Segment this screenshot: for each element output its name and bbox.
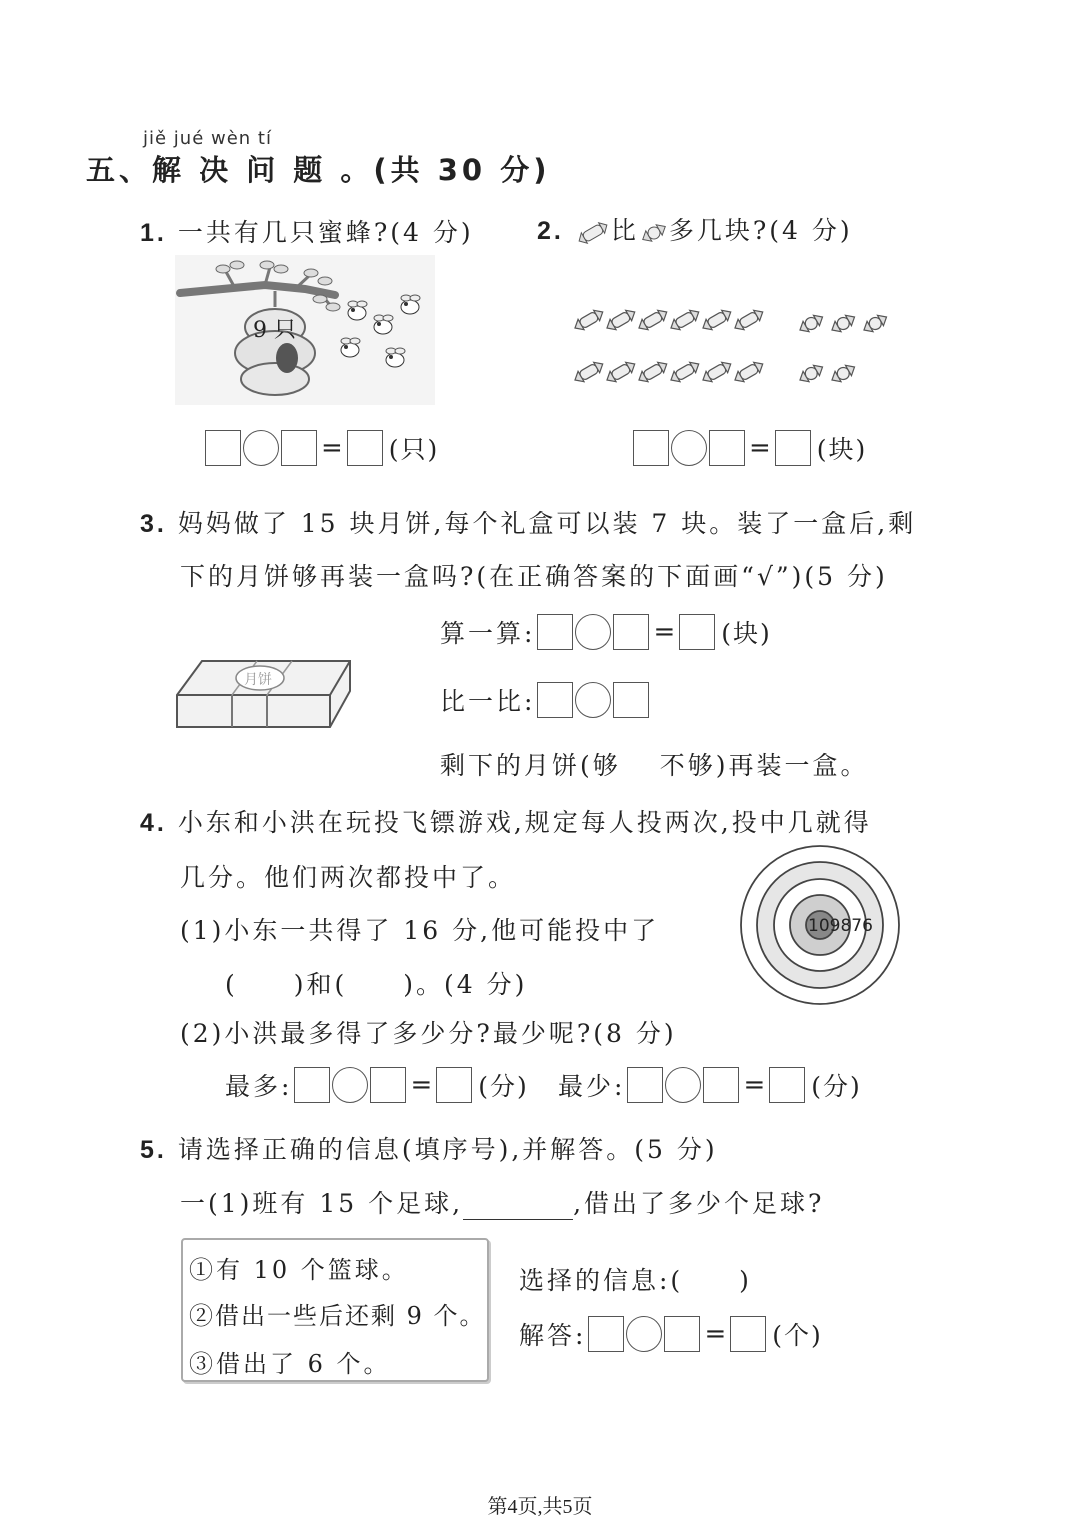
compare-circle[interactable]: [575, 682, 611, 718]
answer-box[interactable]: [537, 682, 573, 718]
question-text: 请选择正确的信息(填序号),并解答。(5 分): [177, 1135, 718, 1164]
question-2: [537, 211, 853, 247]
operator-circle[interactable]: [332, 1067, 368, 1103]
q2-equation: [633, 430, 867, 466]
equals-sign: =: [743, 1070, 766, 1100]
problem-text-start: 一(1)班有 15 个足球,: [180, 1189, 464, 1218]
question-number: 1.: [140, 219, 167, 247]
target-numbers: 109876: [808, 916, 873, 936]
section-pinyin: jiě jué wèn tí: [143, 128, 272, 149]
fill-blank[interactable]: [463, 1195, 573, 1220]
question-4-line-2: 几分。他们两次都投中了。: [180, 863, 517, 892]
answer-box[interactable]: [347, 430, 383, 466]
mooncake-box-illustration: [172, 655, 357, 733]
equals-sign: =: [749, 433, 771, 463]
dartboard-illustration: [740, 845, 900, 1005]
candy-illustration: [570, 300, 910, 400]
answer-box[interactable]: [664, 1316, 700, 1352]
question-4-sub-2: (2)小洪最多得了多少分?最少呢?(8 分): [180, 1019, 677, 1048]
operator-circle[interactable]: [665, 1067, 701, 1103]
q1-equation: [205, 430, 439, 466]
q3-calc-row: [440, 614, 772, 650]
answer-box[interactable]: [775, 430, 811, 466]
page-footer: 第4页,共5页: [487, 1496, 593, 1518]
question-4-sub-1-blanks[interactable]: ( )和( )。(4 分): [225, 970, 528, 999]
q3-answer-line[interactable]: 剩下的月饼(够 不够)再装一盒。: [440, 751, 869, 780]
answer-box[interactable]: [294, 1067, 330, 1103]
equals-sign: =: [653, 617, 676, 647]
q5-problem: [180, 1184, 824, 1220]
question-5: [140, 1130, 718, 1166]
short-candies: [797, 312, 890, 385]
unit-label: (块): [721, 619, 772, 648]
answer-box[interactable]: [588, 1316, 624, 1352]
operator-circle[interactable]: [575, 614, 611, 650]
long-candies: [572, 307, 766, 385]
answer-box[interactable]: [709, 430, 745, 466]
operator-circle[interactable]: [243, 430, 279, 466]
equals-sign: =: [321, 433, 343, 463]
question-3-line-1: [140, 504, 916, 540]
unit-label: (只): [388, 435, 440, 464]
question-text: 多几块?(4 分): [668, 216, 853, 245]
question-number: 4.: [140, 809, 167, 837]
question-number: 5.: [140, 1136, 167, 1164]
operator-circle[interactable]: [671, 430, 707, 466]
short-candy-icon: [639, 220, 669, 246]
answer-box[interactable]: [703, 1067, 739, 1103]
answer-box[interactable]: [769, 1067, 805, 1103]
box-label: 月饼: [244, 672, 272, 688]
info-option-3: ③借出了 6 个。: [189, 1350, 391, 1378]
unit-label: (个): [772, 1321, 823, 1350]
question-text: 小东和小洪在玩投飞镖游戏,规定每人投两次,投中几就得: [177, 808, 872, 837]
unit-label: (分): [811, 1072, 862, 1101]
q4-max-row: [225, 1067, 529, 1103]
section-title: 五、解 决 问 题 。(共 30 分): [86, 153, 551, 187]
compare-label: 比一比:: [440, 687, 536, 716]
q4-min-row: [558, 1067, 862, 1103]
answer-box[interactable]: [436, 1067, 472, 1103]
answer-box[interactable]: [613, 682, 649, 718]
max-label: 最多:: [225, 1072, 293, 1101]
question-3-line-2: 下的月饼够再装一盒吗?(在正确答案的下面画“√”)(5 分): [180, 562, 888, 591]
question-text: 一共有几只蜜蜂?(4 分): [177, 218, 474, 247]
info-option-1: ①有 10 个篮球。: [189, 1256, 409, 1284]
equals-sign: =: [704, 1319, 727, 1349]
answer-box[interactable]: [627, 1067, 663, 1103]
answer-label: 解答:: [519, 1321, 587, 1350]
hive-label: 9 只: [253, 318, 296, 343]
q5-answer-row: [519, 1316, 823, 1352]
unit-label: (分): [478, 1072, 529, 1101]
question-4-sub-1: (1)小东一共得了 16 分,他可能投中了: [180, 916, 660, 945]
bee-hive-illustration: [175, 255, 435, 405]
long-candy-icon: [575, 220, 611, 246]
question-number: 3.: [140, 510, 167, 538]
answer-box[interactable]: [633, 430, 669, 466]
question-number: 2.: [537, 217, 564, 245]
question-text: 妈妈做了 15 块月饼,每个礼盒可以装 7 块。装了一盒后,剩: [177, 509, 917, 538]
answer-box[interactable]: [613, 614, 649, 650]
question-4-line-1: [140, 803, 872, 839]
choose-info-label[interactable]: 选择的信息:( ): [519, 1266, 752, 1295]
answer-box[interactable]: [370, 1067, 406, 1103]
answer-box[interactable]: [730, 1316, 766, 1352]
problem-text-end: ,借出了多少个足球?: [573, 1189, 825, 1218]
equals-sign: =: [410, 1070, 433, 1100]
answer-box[interactable]: [537, 614, 573, 650]
operator-circle[interactable]: [626, 1316, 662, 1352]
min-label: 最少:: [558, 1072, 626, 1101]
answer-box[interactable]: [205, 430, 241, 466]
answer-box[interactable]: [281, 430, 317, 466]
calc-label: 算一算:: [440, 619, 536, 648]
info-option-2: ②借出一些后还剩 9 个。: [189, 1302, 486, 1330]
compare-text: 比: [610, 216, 639, 245]
question-1: [140, 213, 474, 249]
q3-compare-row: [440, 682, 649, 718]
answer-box[interactable]: [679, 614, 715, 650]
info-options-box: [181, 1238, 489, 1382]
unit-label: (块): [816, 435, 868, 464]
